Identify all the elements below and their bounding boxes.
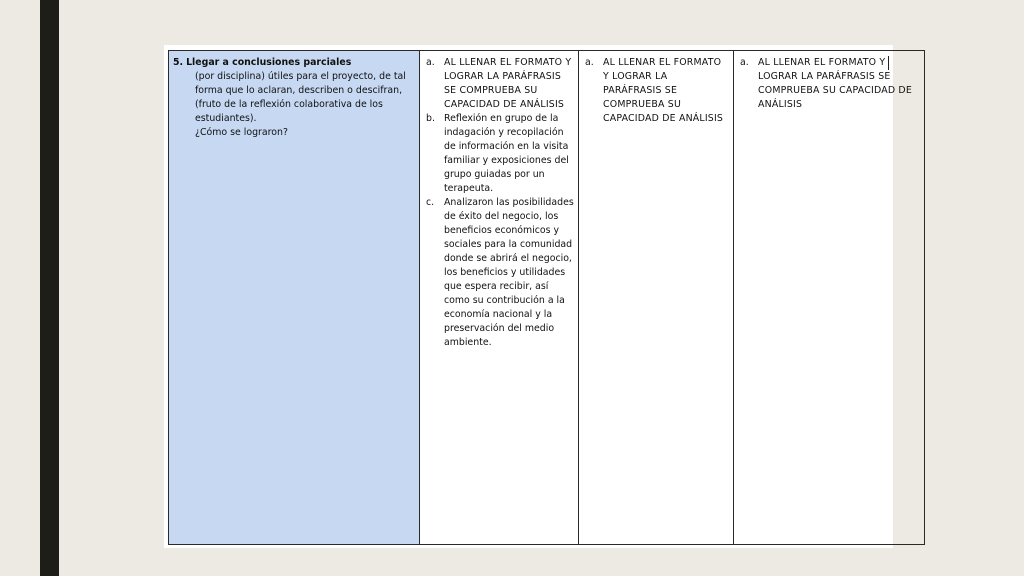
conclusions-table bbox=[168, 50, 925, 545]
list-item bbox=[738, 56, 920, 112]
list-marker: b. bbox=[426, 113, 435, 124]
table-row bbox=[169, 51, 925, 545]
list-marker: c. bbox=[426, 197, 435, 208]
list-item-text: Reflexión en grupo de la indagación y recopilación de información en la visita familiar y exposiciones del grupo guiadas por un terapeuta. bbox=[444, 113, 569, 194]
list-marker: a. bbox=[740, 57, 749, 68]
list-item-text: AL LLENAR EL FORMATO Y LOGRAR LA PARÁFRASIS SE COMPRUEBA SU CAPACIDAD DE ANÁLISIS bbox=[758, 57, 912, 110]
list-item bbox=[583, 56, 729, 126]
prompt-body: (por disciplina) útiles para el proyecto, de tal forma que lo aclaran, describen o descifran, (fruto de la reflexión colaborativa de los estudiantes). bbox=[195, 71, 406, 124]
list-item bbox=[424, 112, 574, 196]
answer-list bbox=[738, 56, 920, 112]
list-item-text: Analizaron las posibilidades de éxito del negocio, los beneficios económicos y sociales para la comunidad donde se abrirá el negocio, los beneficios y utilidades que espera recibir, así como su contribución a la economía nacional y la preservación del medio ambiente. bbox=[444, 197, 574, 348]
prompt-title: Llegar a conclusiones parciales bbox=[186, 57, 352, 68]
list-marker: a. bbox=[585, 57, 594, 68]
answer-list bbox=[424, 56, 574, 350]
prompt-number: 5. bbox=[173, 57, 184, 68]
list-item bbox=[424, 196, 574, 350]
answer-column-2 bbox=[579, 51, 734, 545]
answer-list bbox=[583, 56, 729, 126]
list-item-text: AL LLENAR EL FORMATO Y LOGRAR LA PARÁFRASIS SE COMPRUEBA SU CAPACIDAD DE ANÁLISIS bbox=[603, 57, 724, 124]
answer-column-3 bbox=[734, 51, 925, 545]
prompt-question: ¿Cómo se lograron? bbox=[195, 127, 288, 138]
prompt-cell bbox=[169, 51, 420, 545]
answer-column-1 bbox=[420, 51, 579, 545]
list-item bbox=[424, 56, 574, 112]
left-accent-bar bbox=[40, 0, 59, 576]
prompt-heading bbox=[173, 56, 415, 70]
list-marker: a. bbox=[426, 57, 435, 68]
list-item-text: AL LLENAR EL FORMATO Y LOGRAR LA PARÁFRASIS SE COMPRUEBA SU CAPACIDAD DE ANÁLISIS bbox=[444, 57, 572, 110]
text-cursor bbox=[888, 56, 889, 70]
